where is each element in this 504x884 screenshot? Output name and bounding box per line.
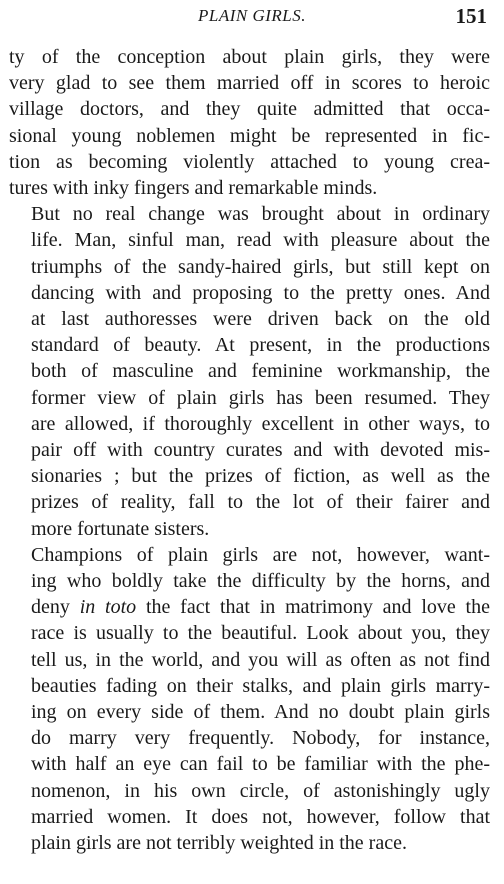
text-line: more fortunate sisters. (31, 517, 210, 540)
text-line (9, 594, 490, 620)
text-line: both of masculine and feminine workmanship, the (31, 360, 490, 383)
text-line: very glad to see them married off in scores to heroic (9, 72, 490, 95)
text-line: sional young noblemen might be represented in fic- (9, 124, 490, 147)
text-line: beauties fading on their stalks, and plain girls marry- (31, 674, 490, 697)
text-line: But no real change was brought about in ordinary (31, 203, 490, 226)
text-line: ty of the conception about plain girls, they were (9, 46, 490, 68)
text-line: standard of beauty. At present, in the productions (31, 334, 490, 357)
text-line: with half an eye can fail to be familiar with the phe- (31, 753, 490, 776)
text-line: dancing with and proposing to the pretty ones. And (31, 281, 490, 304)
text-line: race is usually to the beautiful. Look about you, they (31, 622, 490, 645)
italic-phrase: in toto (79, 596, 137, 619)
text-line: life. Man, sinful man, read with pleasure about the (31, 229, 490, 252)
body-text (9, 44, 490, 856)
text-line: at last authoresses were driven back on the old (31, 308, 490, 331)
text-fragment: the fact that in matrimony and love the (136, 596, 490, 619)
paragraph-3 (9, 542, 490, 856)
text-line: tell us, in the world, and you will as often as not find (31, 648, 490, 671)
text-line: plain girls are not terribly weighted in the race. (31, 832, 407, 855)
page-number: 151 (455, 4, 487, 28)
text-fragment: deny (31, 596, 80, 619)
text-line: tures with inky fingers and remarkable minds. (9, 177, 378, 200)
text-line: village doctors, and they quite admitted that occa- (9, 98, 490, 121)
text-line: married women. It does not, however, follow that (31, 805, 490, 828)
running-title: PLAIN GIRLS. (198, 6, 306, 25)
text-line: pair off with country curates and with devoted mis- (31, 439, 490, 462)
text-line: prizes of reality, fall to the lot of their fairer and (31, 491, 490, 514)
text-line: are allowed, if thoroughly excellent in other ways, to (31, 412, 490, 435)
text-line: former view of plain girls has been resumed. They (31, 386, 490, 409)
text-line: sionaries ; but the prizes of fiction, as well as the (31, 465, 490, 488)
paragraph-2 (9, 201, 490, 542)
text-line: Champions of plain girls are not, however, want- (31, 543, 490, 566)
text-line: triumphs of the sandy-haired girls, but still kept on (31, 255, 490, 278)
paragraph-1 (9, 44, 490, 201)
text-line: do marry very frequently. Nobody, for instance, (31, 727, 490, 750)
text-line: nomenon, in his own circle, of astonishingly ugly (31, 779, 490, 802)
running-head (0, 6, 504, 30)
text-line: tion as becoming violently attached to young crea- (9, 150, 490, 173)
text-line: ing on every side of them. And no doubt plain girls (31, 701, 490, 724)
text-line: ing who boldly take the difficulty by the horns, and (31, 570, 490, 593)
